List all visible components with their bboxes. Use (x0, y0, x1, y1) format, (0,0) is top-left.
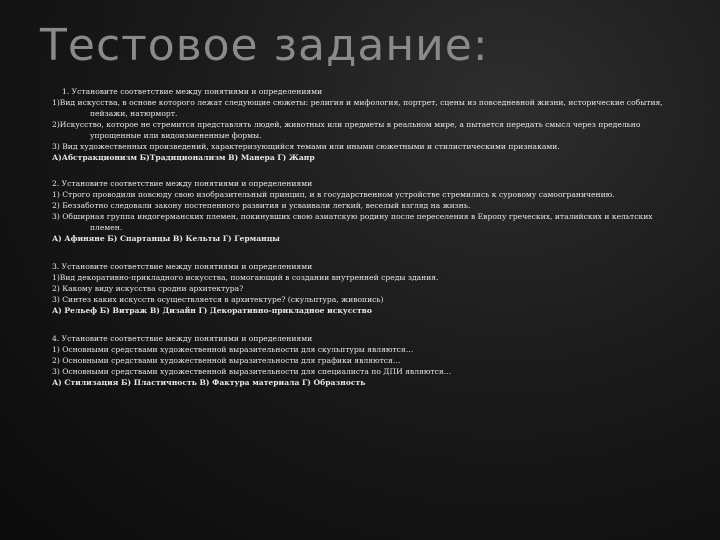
task-item-continuation: племен. (90, 223, 123, 232)
task-heading: 2. Установите соответствие между понятиями и определениями (52, 179, 313, 188)
task-item: 2) Беззаботно следовали закону постепенного развития и усваивали легкий, веселый взгляд на жизнь. (52, 201, 471, 210)
task-4 (52, 333, 702, 388)
task-answers: А)Абстракционизм Б)Традиционализм В) Манера Г) Жанр (52, 153, 315, 162)
task-item: 1) Строго проводили повсюду свою изобразительный принцип, и в государственном устройстве стремились к суровому самоограничению. (52, 190, 615, 199)
task-item-continuation: упрощенные или видоизмененные формы. (90, 131, 262, 140)
task-item: 1)Вид декоративно-прикладного искусства, помогающий в создании внутренней среды здания. (52, 273, 439, 282)
task-item: 3) Синтез каких искусств осуществляется в архитектуре? (скульптура, живопись) (52, 295, 384, 304)
task-1 (52, 86, 702, 163)
task-item-continuation: пейзажи, натюрморт. (90, 109, 178, 118)
task-item: 1) Основными средствами художественной выразительности для скульптуры являются… (52, 345, 414, 354)
task-item: 3) Основными средствами художественной выразительности для специалиста по ДПИ являются… (52, 367, 452, 376)
task-3 (52, 261, 702, 316)
task-2 (52, 178, 702, 244)
slide-content (52, 86, 702, 402)
task-item: 2) Основными средствами художественной выразительности для графики являются… (52, 356, 401, 365)
task-item: 2)Искусство, которое не стремится представлять людей, животных или предметы в реальном мире, а пытается передать смысл через предельно (52, 120, 641, 129)
task-heading: 3. Установите соответствие между понятиями и определениями (52, 262, 313, 271)
task-heading: 4. Установите соответствие между понятиями и определениями (52, 334, 313, 343)
slide-title: Тестовое задание: (40, 20, 489, 71)
task-item: 1)Вид искусства, в основе которого лежат следующие сюжеты: религия и мифология, портрет, сцены из повседневной жизни, исторические события, (52, 98, 663, 107)
task-item: 2) Какому виду искусства сродни архитектура? (52, 284, 244, 293)
task-answers: А) Афиняне Б) Спартанцы В) Кельты Г) Германцы (52, 234, 280, 243)
task-item: 3) Вид художественных произведений, характеризующийся темами или иными сюжетными и стилистическими признаками. (52, 142, 560, 151)
task-item: 3) Обширная группа индогерманских племен, покинувших свою азиатскую родину после переселения в Европу греческих, италийских и кельтских (52, 212, 653, 221)
task-heading: 1. Установите соответствие между понятиями и определениями (62, 87, 323, 96)
task-answers: А) Стилизация Б) Пластичность В) Фактура материала Г) Образность (52, 378, 366, 387)
task-answers: А) Рельеф Б) Витраж В) Дизайн Г) Декоративно-прикладное искусство (52, 306, 373, 315)
